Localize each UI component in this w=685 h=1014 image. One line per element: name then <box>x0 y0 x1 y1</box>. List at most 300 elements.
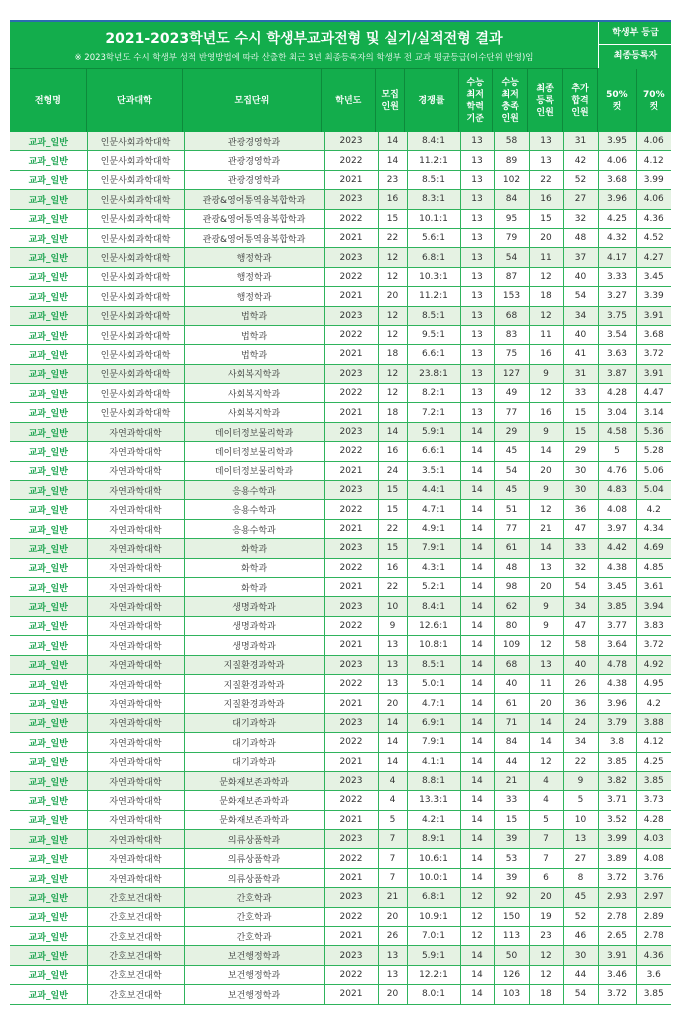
cell-unit: 응용수학과 <box>184 481 324 500</box>
cell-quota: 12 <box>378 306 407 325</box>
cell-year: 2022 <box>324 325 378 344</box>
cell-year: 2023 <box>324 655 378 674</box>
cell-csat-met: 50 <box>494 946 529 965</box>
cell-college: 인문사회과학대학 <box>87 170 184 189</box>
cell-type: 교과_일반 <box>10 636 87 655</box>
table-row <box>10 500 671 519</box>
cell-college: 간호보건대학 <box>87 907 184 926</box>
cell-competition: 8.4:1 <box>407 132 460 151</box>
cell-unit: 응용수학과 <box>184 519 324 538</box>
cell-year: 2021 <box>324 927 378 946</box>
cell-csat-min: 14 <box>460 500 494 519</box>
cell-additional: 34 <box>563 733 598 752</box>
cell-additional: 47 <box>563 616 598 635</box>
title-block <box>10 22 598 69</box>
cell-csat-min: 13 <box>460 132 494 151</box>
cell-registered: 5 <box>529 810 563 829</box>
cell-csat-met: 62 <box>494 597 529 616</box>
cell-cut-70: 4.95 <box>636 674 671 693</box>
cell-csat-met: 58 <box>494 132 529 151</box>
cell-cut-70: 4.85 <box>636 558 671 577</box>
cell-college: 자연과학대학 <box>87 655 184 674</box>
cell-competition: 10.0:1 <box>407 868 460 887</box>
cell-type: 교과_일반 <box>10 209 87 228</box>
cell-unit: 관광&영어통역융복합학과 <box>184 190 324 209</box>
cell-additional: 9 <box>563 771 598 790</box>
cell-cut-50: 2.93 <box>598 888 636 907</box>
cell-quota: 15 <box>378 500 407 519</box>
cell-csat-min: 14 <box>460 577 494 596</box>
cell-cut-70: 4.03 <box>636 830 671 849</box>
cell-csat-min: 13 <box>460 306 494 325</box>
cell-additional: 32 <box>563 209 598 228</box>
cell-additional: 42 <box>563 151 598 170</box>
cell-competition: 6.6:1 <box>407 345 460 364</box>
cell-unit: 응용수학과 <box>184 500 324 519</box>
cell-competition: 5.6:1 <box>407 228 460 247</box>
cell-csat-min: 13 <box>460 267 494 286</box>
cell-competition: 9.5:1 <box>407 325 460 344</box>
cell-additional: 29 <box>563 442 598 461</box>
cell-cut-50: 4.38 <box>598 558 636 577</box>
cell-unit: 대기과학과 <box>184 733 324 752</box>
cell-registered: 9 <box>529 616 563 635</box>
cell-year: 2022 <box>324 791 378 810</box>
cell-csat-met: 77 <box>494 519 529 538</box>
cell-cut-50: 4.76 <box>598 461 636 480</box>
cell-cut-70: 4.06 <box>636 190 671 209</box>
cell-cut-70: 5.04 <box>636 481 671 500</box>
cell-competition: 10.6:1 <box>407 849 460 868</box>
cell-college: 간호보건대학 <box>87 985 184 1004</box>
column-header-csat-met: 수능 최저 충족 인원 <box>493 69 528 132</box>
cell-additional: 5 <box>563 791 598 810</box>
cell-csat-met: 39 <box>494 830 529 849</box>
column-header-cut-50: 50% 컷 <box>598 69 636 132</box>
cell-csat-met: 84 <box>494 190 529 209</box>
cell-cut-70: 2.97 <box>636 888 671 907</box>
cell-cut-50: 3.79 <box>598 713 636 732</box>
cell-year: 2023 <box>324 481 378 500</box>
cell-year: 2022 <box>324 442 378 461</box>
cell-registered: 14 <box>529 539 563 558</box>
cell-unit: 대기과학과 <box>184 752 324 771</box>
cell-unit: 보건행정학과 <box>184 985 324 1004</box>
cell-unit: 의류상품학과 <box>184 830 324 849</box>
cell-competition: 4.9:1 <box>407 519 460 538</box>
cell-csat-min: 13 <box>460 190 494 209</box>
cell-cut-50: 3.45 <box>598 577 636 596</box>
cell-cut-70: 3.68 <box>636 325 671 344</box>
cell-additional: 45 <box>563 888 598 907</box>
cell-unit: 의류상품학과 <box>184 868 324 887</box>
cell-cut-50: 3.52 <box>598 810 636 829</box>
cell-csat-min: 13 <box>460 384 494 403</box>
table-row <box>10 267 671 286</box>
cell-csat-min: 13 <box>460 364 494 383</box>
cell-quota: 13 <box>378 946 407 965</box>
cell-competition: 8.0:1 <box>407 985 460 1004</box>
cell-additional: 8 <box>563 868 598 887</box>
cell-type: 교과_일반 <box>10 752 87 771</box>
cell-quota: 4 <box>378 771 407 790</box>
table-row <box>10 946 671 965</box>
cell-additional: 10 <box>563 810 598 829</box>
cell-competition: 8.4:1 <box>407 597 460 616</box>
column-header-year: 학년도 <box>322 69 376 132</box>
cell-additional: 24 <box>563 713 598 732</box>
cell-csat-met: 45 <box>494 442 529 461</box>
table-row <box>10 830 671 849</box>
cell-cut-50: 3.96 <box>598 190 636 209</box>
cell-additional: 40 <box>563 655 598 674</box>
cell-csat-met: 92 <box>494 888 529 907</box>
cell-quota: 7 <box>378 830 407 849</box>
page-title: 2021-2023학년도 수시 학생부교과전형 및 실기/실적전형 결과 <box>105 31 503 47</box>
table-row <box>10 461 671 480</box>
cell-competition: 7.9:1 <box>407 539 460 558</box>
cell-type: 교과_일반 <box>10 151 87 170</box>
table-row <box>10 170 671 189</box>
cell-additional: 46 <box>563 927 598 946</box>
table-row <box>10 209 671 228</box>
cell-college: 자연과학대학 <box>87 442 184 461</box>
cell-type: 교과_일반 <box>10 927 87 946</box>
cell-registered: 20 <box>529 577 563 596</box>
cell-unit: 간호학과 <box>184 888 324 907</box>
table-row <box>10 345 671 364</box>
cell-type: 교과_일반 <box>10 228 87 247</box>
cell-cut-70: 2.89 <box>636 907 671 926</box>
cell-type: 교과_일반 <box>10 519 87 538</box>
cell-year: 2022 <box>324 558 378 577</box>
cell-year: 2021 <box>324 636 378 655</box>
cell-registered: 22 <box>529 170 563 189</box>
cell-csat-min: 13 <box>460 228 494 247</box>
cell-csat-met: 95 <box>494 209 529 228</box>
cell-type: 교과_일반 <box>10 190 87 209</box>
table-row <box>10 539 671 558</box>
cell-unit: 보건행정학과 <box>184 965 324 984</box>
cell-unit: 생명과학과 <box>184 597 324 616</box>
cell-competition: 5.2:1 <box>407 577 460 596</box>
cell-cut-50: 3.72 <box>598 985 636 1004</box>
cell-college: 간호보건대학 <box>87 888 184 907</box>
cell-quota: 9 <box>378 616 407 635</box>
cell-type: 교과_일반 <box>10 267 87 286</box>
table-row <box>10 965 671 984</box>
cell-cut-70: 4.36 <box>636 946 671 965</box>
cell-registered: 9 <box>529 597 563 616</box>
cell-quota: 22 <box>378 519 407 538</box>
cell-csat-met: 45 <box>494 481 529 500</box>
cell-quota: 24 <box>378 461 407 480</box>
cell-cut-70: 3.72 <box>636 636 671 655</box>
cell-unit: 법학과 <box>184 306 324 325</box>
cell-cut-50: 3.85 <box>598 597 636 616</box>
column-header-csat-min: 수능 최저 학력 기준 <box>459 69 493 132</box>
cell-csat-min: 14 <box>460 771 494 790</box>
cell-competition: 4.7:1 <box>407 694 460 713</box>
cell-year: 2022 <box>324 209 378 228</box>
cell-unit: 지질환경과학과 <box>184 694 324 713</box>
cell-cut-50: 4.78 <box>598 655 636 674</box>
cell-additional: 34 <box>563 597 598 616</box>
cell-additional: 52 <box>563 907 598 926</box>
cell-cut-50: 4.06 <box>598 151 636 170</box>
cell-csat-min: 14 <box>460 616 494 635</box>
cell-unit: 대기과학과 <box>184 713 324 732</box>
cell-additional: 22 <box>563 752 598 771</box>
cell-cut-70: 4.12 <box>636 733 671 752</box>
cell-additional: 15 <box>563 422 598 441</box>
cell-college: 자연과학대학 <box>87 481 184 500</box>
cell-type: 교과_일반 <box>10 849 87 868</box>
cell-registered: 18 <box>529 287 563 306</box>
cell-cut-50: 3.72 <box>598 868 636 887</box>
cell-csat-min: 13 <box>460 151 494 170</box>
cell-registered: 12 <box>529 384 563 403</box>
cell-year: 2022 <box>324 907 378 926</box>
cell-type: 교과_일반 <box>10 674 87 693</box>
cell-competition: 5.0:1 <box>407 674 460 693</box>
cell-year: 2021 <box>324 752 378 771</box>
table-header <box>10 22 671 132</box>
cell-csat-min: 14 <box>460 830 494 849</box>
cell-quota: 7 <box>378 849 407 868</box>
cell-type: 교과_일반 <box>10 791 87 810</box>
cell-quota: 14 <box>378 132 407 151</box>
cell-quota: 13 <box>378 965 407 984</box>
cell-cut-50: 3.46 <box>598 965 636 984</box>
cell-type: 교과_일반 <box>10 481 87 500</box>
cell-registered: 13 <box>529 151 563 170</box>
cell-registered: 6 <box>529 868 563 887</box>
cell-cut-70: 4.2 <box>636 694 671 713</box>
cell-unit: 사회복지학과 <box>184 384 324 403</box>
cell-competition: 11.2:1 <box>407 287 460 306</box>
cell-quota: 20 <box>378 287 407 306</box>
cell-registered: 20 <box>529 228 563 247</box>
cell-year: 2023 <box>324 713 378 732</box>
cell-csat-min: 14 <box>460 965 494 984</box>
cell-college: 인문사회과학대학 <box>87 132 184 151</box>
cell-quota: 12 <box>378 325 407 344</box>
cell-quota: 12 <box>378 364 407 383</box>
cell-quota: 16 <box>378 442 407 461</box>
table-row <box>10 442 671 461</box>
cell-cut-70: 3.73 <box>636 791 671 810</box>
cell-cut-70: 3.83 <box>636 616 671 635</box>
cell-registered: 12 <box>529 500 563 519</box>
cell-csat-min: 14 <box>460 810 494 829</box>
cell-type: 교과_일반 <box>10 345 87 364</box>
cell-unit: 행정학과 <box>184 267 324 286</box>
cell-cut-70: 4.08 <box>636 849 671 868</box>
cell-csat-met: 33 <box>494 791 529 810</box>
cell-competition: 7.0:1 <box>407 927 460 946</box>
cell-registered: 12 <box>529 752 563 771</box>
cell-year: 2021 <box>324 461 378 480</box>
cell-csat-min: 14 <box>460 868 494 887</box>
cell-additional: 44 <box>563 965 598 984</box>
cell-cut-70: 3.39 <box>636 287 671 306</box>
cell-quota: 12 <box>378 248 407 267</box>
cell-csat-met: 54 <box>494 461 529 480</box>
cell-competition: 3.5:1 <box>407 461 460 480</box>
cell-additional: 48 <box>563 228 598 247</box>
cell-cut-70: 3.14 <box>636 403 671 422</box>
table-row <box>10 694 671 713</box>
cell-unit: 관광경영학과 <box>184 170 324 189</box>
cell-college: 자연과학대학 <box>87 713 184 732</box>
cell-cut-50: 3.64 <box>598 636 636 655</box>
table-row <box>10 655 671 674</box>
cell-additional: 30 <box>563 481 598 500</box>
cell-quota: 20 <box>378 907 407 926</box>
grade-label: 학생부 등급 <box>599 22 672 45</box>
cell-quota: 16 <box>378 558 407 577</box>
column-headers <box>10 69 671 132</box>
table-row <box>10 577 671 596</box>
cell-year: 2022 <box>324 384 378 403</box>
cell-additional: 13 <box>563 830 598 849</box>
cell-unit: 데이터정보물리학과 <box>184 461 324 480</box>
cell-cut-70: 4.27 <box>636 248 671 267</box>
cell-cut-70: 4.34 <box>636 519 671 538</box>
table-row <box>10 325 671 344</box>
cell-year: 2023 <box>324 364 378 383</box>
cell-college: 자연과학대학 <box>87 422 184 441</box>
cell-csat-met: 83 <box>494 325 529 344</box>
cell-registered: 21 <box>529 519 563 538</box>
cell-competition: 10.3:1 <box>407 267 460 286</box>
table-row <box>10 752 671 771</box>
cell-college: 자연과학대학 <box>87 810 184 829</box>
cell-unit: 관광&영어통역융복합학과 <box>184 209 324 228</box>
cell-year: 2023 <box>324 830 378 849</box>
page-subtitle: ※ 2023학년도 수시 학생부 성적 반영방법에 따라 산출한 최근 3년 최종등록자의 학생부 전 교과 평균등급(이수단위 반영)임 <box>74 53 534 63</box>
cell-college: 자연과학대학 <box>87 636 184 655</box>
cell-unit: 관광&영어통역융복합학과 <box>184 228 324 247</box>
table-row <box>10 674 671 693</box>
table-row <box>10 810 671 829</box>
table-row <box>10 190 671 209</box>
cell-college: 자연과학대학 <box>87 849 184 868</box>
cell-cut-70: 5.06 <box>636 461 671 480</box>
cell-cut-50: 3.97 <box>598 519 636 538</box>
cell-year: 2022 <box>324 616 378 635</box>
cell-quota: 12 <box>378 267 407 286</box>
table-row <box>10 868 671 887</box>
cell-cut-70: 4.2 <box>636 500 671 519</box>
cell-type: 교과_일반 <box>10 713 87 732</box>
cell-quota: 10 <box>378 597 407 616</box>
column-header-additional: 추가 합격 인원 <box>563 69 598 132</box>
cell-csat-met: 87 <box>494 267 529 286</box>
cell-cut-70: 4.92 <box>636 655 671 674</box>
cell-registered: 13 <box>529 558 563 577</box>
cell-unit: 관광경영학과 <box>184 132 324 151</box>
cell-csat-min: 12 <box>460 888 494 907</box>
cell-type: 교과_일반 <box>10 170 87 189</box>
cell-unit: 문화재보존과학과 <box>184 771 324 790</box>
cell-registered: 12 <box>529 267 563 286</box>
cell-csat-met: 77 <box>494 403 529 422</box>
cell-year: 2022 <box>324 267 378 286</box>
cell-additional: 54 <box>563 577 598 596</box>
column-header-cut-70: 70% 컷 <box>643 89 665 112</box>
cell-cut-50: 4.28 <box>598 384 636 403</box>
cell-cut-70: 5.28 <box>636 442 671 461</box>
cell-competition: 8.5:1 <box>407 306 460 325</box>
cell-type: 교과_일반 <box>10 577 87 596</box>
cell-unit: 지질환경과학과 <box>184 674 324 693</box>
cell-year: 2022 <box>324 674 378 693</box>
cell-type: 교과_일반 <box>10 403 87 422</box>
cell-csat-met: 15 <box>494 810 529 829</box>
table-row <box>10 597 671 616</box>
cell-quota: 13 <box>378 655 407 674</box>
cell-competition: 10.9:1 <box>407 907 460 926</box>
cell-competition: 6.6:1 <box>407 442 460 461</box>
cell-unit: 생명과학과 <box>184 636 324 655</box>
cell-cut-50: 2.65 <box>598 927 636 946</box>
cell-type: 교과_일반 <box>10 597 87 616</box>
cell-registered: 16 <box>529 345 563 364</box>
cell-year: 2021 <box>324 985 378 1004</box>
cell-type: 교과_일반 <box>10 500 87 519</box>
cell-quota: 5 <box>378 810 407 829</box>
table-row <box>10 519 671 538</box>
cell-registered: 16 <box>529 190 563 209</box>
cell-additional: 31 <box>563 132 598 151</box>
table-row <box>10 384 671 403</box>
cell-type: 교과_일반 <box>10 248 87 267</box>
cell-college: 인문사회과학대학 <box>87 248 184 267</box>
cell-year: 2023 <box>324 422 378 441</box>
cell-quota: 14 <box>378 151 407 170</box>
cell-registered: 7 <box>529 849 563 868</box>
cell-cut-70: 3.91 <box>636 306 671 325</box>
cell-type: 교과_일반 <box>10 132 87 151</box>
cell-cut-50: 3.71 <box>598 791 636 810</box>
cell-csat-min: 13 <box>460 403 494 422</box>
cell-quota: 14 <box>378 752 407 771</box>
cell-college: 인문사회과학대학 <box>87 384 184 403</box>
cell-competition: 6.8:1 <box>407 888 460 907</box>
cell-csat-min: 14 <box>460 636 494 655</box>
cell-csat-met: 150 <box>494 907 529 926</box>
cell-registered: 13 <box>529 655 563 674</box>
cell-competition: 12.2:1 <box>407 965 460 984</box>
cell-cut-70: 4.28 <box>636 810 671 829</box>
cell-csat-min: 13 <box>460 170 494 189</box>
cell-csat-met: 80 <box>494 616 529 635</box>
cell-additional: 41 <box>563 345 598 364</box>
cell-csat-met: 39 <box>494 868 529 887</box>
cell-cut-70: 3.85 <box>636 985 671 1004</box>
cell-csat-min: 13 <box>460 345 494 364</box>
table-row <box>10 132 671 151</box>
results-table <box>10 132 671 1005</box>
cell-college: 인문사회과학대학 <box>87 364 184 383</box>
cell-quota: 15 <box>378 481 407 500</box>
cell-unit: 간호학과 <box>184 927 324 946</box>
cell-unit: 화학과 <box>184 577 324 596</box>
cell-year: 2021 <box>324 287 378 306</box>
cell-year: 2022 <box>324 965 378 984</box>
